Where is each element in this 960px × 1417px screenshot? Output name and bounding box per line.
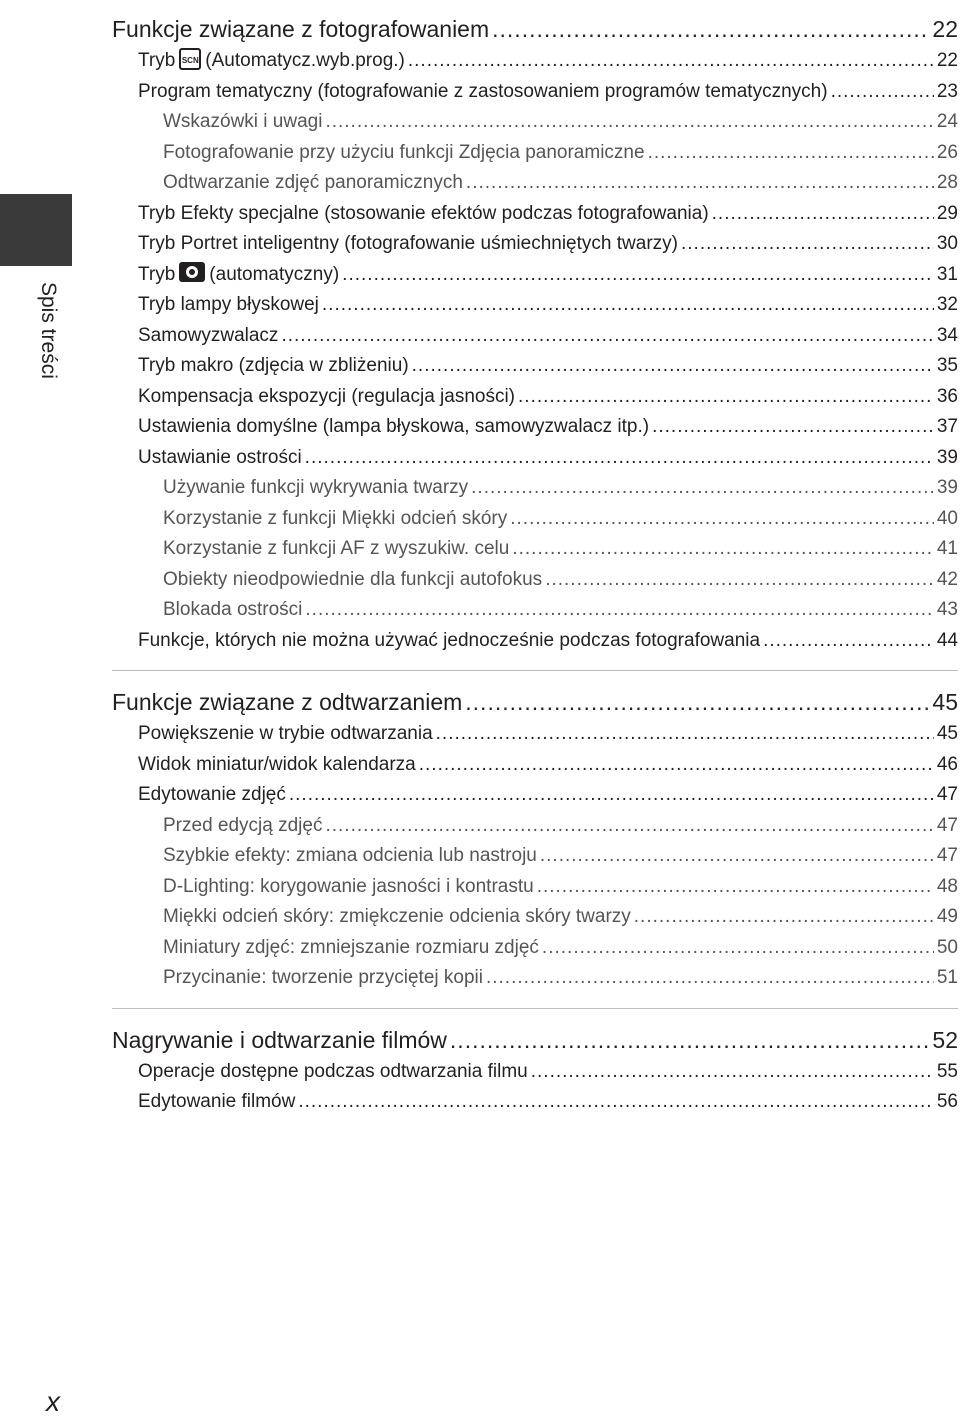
camera-icon — [179, 262, 205, 282]
toc-entry[interactable] — [112, 841, 958, 872]
toc-entry-page: 42 — [936, 568, 958, 590]
toc-heading[interactable] — [112, 12, 958, 46]
dot-leader — [412, 351, 934, 382]
dot-leader — [342, 260, 934, 291]
toc-entry-title: Edytowanie filmów — [138, 1091, 296, 1112]
dot-leader — [634, 902, 934, 933]
toc-entry-page: 44 — [936, 629, 958, 651]
toc-entry-page: 48 — [936, 875, 958, 897]
toc-entry-title: Ustawienia domyślne (lampa błyskowa, samowyzwalacz itp.) — [138, 416, 650, 437]
toc-entry[interactable] — [112, 138, 958, 169]
dot-leader — [419, 750, 934, 781]
scene-icon: SCN — [179, 48, 201, 70]
toc-heading[interactable] — [112, 1023, 958, 1057]
toc-entry[interactable] — [112, 46, 958, 77]
dot-leader — [831, 77, 934, 108]
toc-section — [112, 12, 958, 670]
toc-heading-title: Nagrywanie i odtwarzanie filmów — [112, 1026, 447, 1053]
toc-heading[interactable] — [112, 685, 958, 719]
toc-heading-page: 52 — [932, 1026, 958, 1053]
toc-entry-page: 32 — [936, 294, 958, 315]
toc-entry[interactable] — [112, 473, 958, 504]
toc-entry-title: Edytowanie zdjęć — [138, 784, 286, 805]
toc-entry-title: Powiększenie w trybie odtwarzania — [138, 723, 433, 744]
toc-entry-title-post: (Automatycz.wyb.prog.) — [205, 50, 405, 71]
toc-entry-title: Korzystanie z funkcji Miękki odcień skóry — [163, 507, 508, 529]
toc-entry[interactable] — [112, 872, 958, 903]
toc-entry-page: 30 — [936, 233, 958, 254]
toc-entry-title: Używanie funkcji wykrywania twarzy — [163, 477, 469, 498]
dot-leader — [298, 1087, 934, 1118]
dot-leader — [512, 534, 934, 565]
toc-entry-page: 26 — [936, 141, 958, 163]
toc-entry-title: Tryb Efekty specjalne (stosowanie efektów podczas fotografowania) — [138, 202, 709, 224]
toc-section — [112, 1008, 958, 1132]
toc-entry-page: 34 — [936, 324, 958, 346]
toc-entry-title: Miniatury zdjęć: zmniejszanie rozmiaru zdjęć — [163, 936, 539, 958]
toc-entry-page: 23 — [936, 80, 958, 102]
toc-entry-title-pre: Tryb — [138, 50, 176, 71]
dot-leader — [305, 443, 934, 474]
toc-entry-title: Samowyzwalacz — [138, 324, 279, 346]
toc-heading-title: Funkcje związane z odtwarzaniem — [112, 689, 463, 715]
dot-leader — [289, 780, 934, 811]
toc-entry[interactable] — [112, 963, 958, 994]
toc-entry-title: Fotografowanie przy użyciu funkcji Zdjęcia panoramiczne — [163, 141, 645, 163]
toc-entry-title: Szybkie efekty: zmiana odcienia lub nastroju — [163, 845, 537, 866]
toc-entry-page: 50 — [936, 936, 958, 958]
dot-leader — [471, 473, 934, 504]
toc-heading-page: 22 — [932, 16, 958, 42]
toc-entry-title: Tryb lampy błyskowej — [138, 294, 319, 315]
toc-entry-page: 35 — [936, 355, 958, 376]
toc-entry-page: 39 — [936, 446, 958, 468]
toc-entry-title: D-Lighting: korygowanie jasności i kontrastu — [163, 875, 534, 897]
toc-section — [112, 670, 958, 1008]
dot-leader — [305, 595, 933, 626]
toc-entry-page: 31 — [936, 263, 958, 285]
dot-leader — [540, 841, 934, 872]
toc-entry-title: Odtwarzanie zdjęć panoramicznych — [163, 172, 463, 193]
dot-leader — [466, 168, 934, 199]
toc-entry-page: 47 — [936, 845, 958, 866]
dot-leader — [763, 626, 934, 657]
page-number: x — [46, 1386, 60, 1417]
toc-entry-title: Kompensacja ekspozycji (regulacja jasności) — [138, 385, 516, 407]
toc-entry-title: Przed edycją zdjęć — [163, 814, 323, 836]
toc-entry-page: 29 — [936, 202, 958, 224]
toc-entry[interactable] — [112, 902, 958, 933]
toc-entry[interactable] — [112, 780, 958, 811]
toc-entry[interactable] — [112, 107, 958, 138]
toc-entry[interactable] — [112, 412, 958, 443]
dot-leader — [681, 229, 934, 260]
dot-leader — [652, 412, 934, 443]
dot-leader — [408, 46, 934, 77]
side-tab-marker — [0, 194, 72, 266]
toc-entry-page: 46 — [936, 753, 958, 775]
toc-entry[interactable] — [112, 534, 958, 565]
toc-entry-page: 43 — [936, 599, 958, 620]
toc-entry[interactable] — [112, 1057, 958, 1088]
toc-entry-title: Tryb Portret inteligentny (fotografowanie uśmiechniętych twarzy) — [138, 233, 678, 254]
toc-entry[interactable] — [112, 199, 958, 230]
dot-leader — [492, 12, 929, 46]
toc-entry[interactable] — [112, 168, 958, 199]
toc-entry-page: 49 — [936, 906, 958, 927]
toc-entry-page: 41 — [936, 538, 958, 559]
toc-entry-title: Ustawianie ostrości — [138, 446, 302, 468]
dot-leader — [450, 1023, 929, 1057]
toc-entry-page: 56 — [936, 1091, 958, 1112]
toc-entry-title: Przycinanie: tworzenie przyciętej kopii — [163, 967, 483, 988]
dot-leader — [465, 685, 929, 719]
toc-entry[interactable] — [112, 321, 958, 352]
toc-entry[interactable] — [112, 719, 958, 750]
toc-entry-title — [138, 260, 339, 291]
side-label: Spis treści — [37, 282, 60, 379]
toc-entry[interactable] — [112, 443, 958, 474]
toc-entry[interactable] — [112, 626, 958, 657]
toc-entry-title: Operacje dostępne podczas odtwarzania filmu — [138, 1060, 528, 1082]
toc-heading-title: Funkcje związane z fotografowaniem — [112, 16, 490, 42]
toc-entry-page: 40 — [936, 507, 958, 529]
dot-leader — [537, 872, 934, 903]
dot-leader — [545, 565, 934, 596]
toc-entry-page: 55 — [936, 1060, 958, 1082]
dot-leader — [510, 504, 934, 535]
table-of-contents — [112, 12, 958, 1132]
toc-entry[interactable] — [112, 77, 958, 108]
toc-entry-title: Wskazówki i uwagi — [163, 111, 323, 132]
toc-entry-page: 24 — [936, 111, 958, 132]
dot-leader — [542, 933, 934, 964]
toc-entry-title-pre: Tryb — [138, 263, 176, 285]
dot-leader — [486, 963, 934, 994]
dot-leader — [281, 321, 933, 352]
toc-entry-page: 28 — [936, 172, 958, 193]
toc-heading-page: 45 — [932, 689, 958, 715]
toc-entry-title — [138, 46, 405, 77]
toc-entry[interactable] — [112, 565, 958, 596]
toc-entry[interactable] — [112, 811, 958, 842]
toc-entry-page: 47 — [936, 784, 958, 805]
toc-entry-title: Blokada ostrości — [163, 599, 303, 620]
toc-entry[interactable] — [112, 290, 958, 321]
toc-entry-title: Program tematyczny (fotografowanie z zastosowaniem programów tematycznych) — [138, 80, 828, 102]
dot-leader — [322, 290, 934, 321]
toc-entry-page: 22 — [936, 50, 958, 71]
dot-leader — [436, 719, 934, 750]
toc-entry[interactable] — [112, 1087, 958, 1118]
toc-entry-title: Widok miniatur/widok kalendarza — [138, 753, 416, 775]
toc-entry-title: Miękki odcień skóry: zmiękczenie odcienia skóry twarzy — [163, 906, 631, 927]
dot-leader — [712, 199, 934, 230]
toc-entry[interactable] — [112, 229, 958, 260]
toc-entry[interactable] — [112, 351, 958, 382]
toc-entry-page: 51 — [936, 967, 958, 988]
dot-leader — [325, 107, 933, 138]
toc-entry-page: 36 — [936, 385, 958, 407]
toc-entry[interactable] — [112, 504, 958, 535]
toc-entry-title: Korzystanie z funkcji AF z wyszukiw. celu — [163, 538, 510, 559]
toc-entry-page: 39 — [936, 477, 958, 498]
toc-entry[interactable] — [112, 750, 958, 781]
toc-entry[interactable] — [112, 595, 958, 626]
toc-entry[interactable] — [112, 382, 958, 413]
toc-entry-title-post: (automatyczny) — [209, 263, 340, 285]
toc-entry[interactable] — [112, 933, 958, 964]
toc-entry-title: Tryb makro (zdjęcia w zbliżeniu) — [138, 355, 409, 376]
dot-leader — [648, 138, 934, 169]
toc-entry-page: 47 — [936, 814, 958, 836]
toc-entry-page: 37 — [936, 416, 958, 437]
dot-leader — [325, 811, 933, 842]
toc-entry[interactable] — [112, 260, 958, 291]
toc-entry-page: 45 — [936, 723, 958, 744]
toc-entry-title: Obiekty nieodpowiednie dla funkcji autofokus — [163, 568, 543, 590]
toc-entry-title: Funkcje, których nie można używać jednocześnie podczas fotografowania — [138, 629, 761, 651]
dot-leader — [518, 382, 934, 413]
dot-leader — [531, 1057, 934, 1088]
